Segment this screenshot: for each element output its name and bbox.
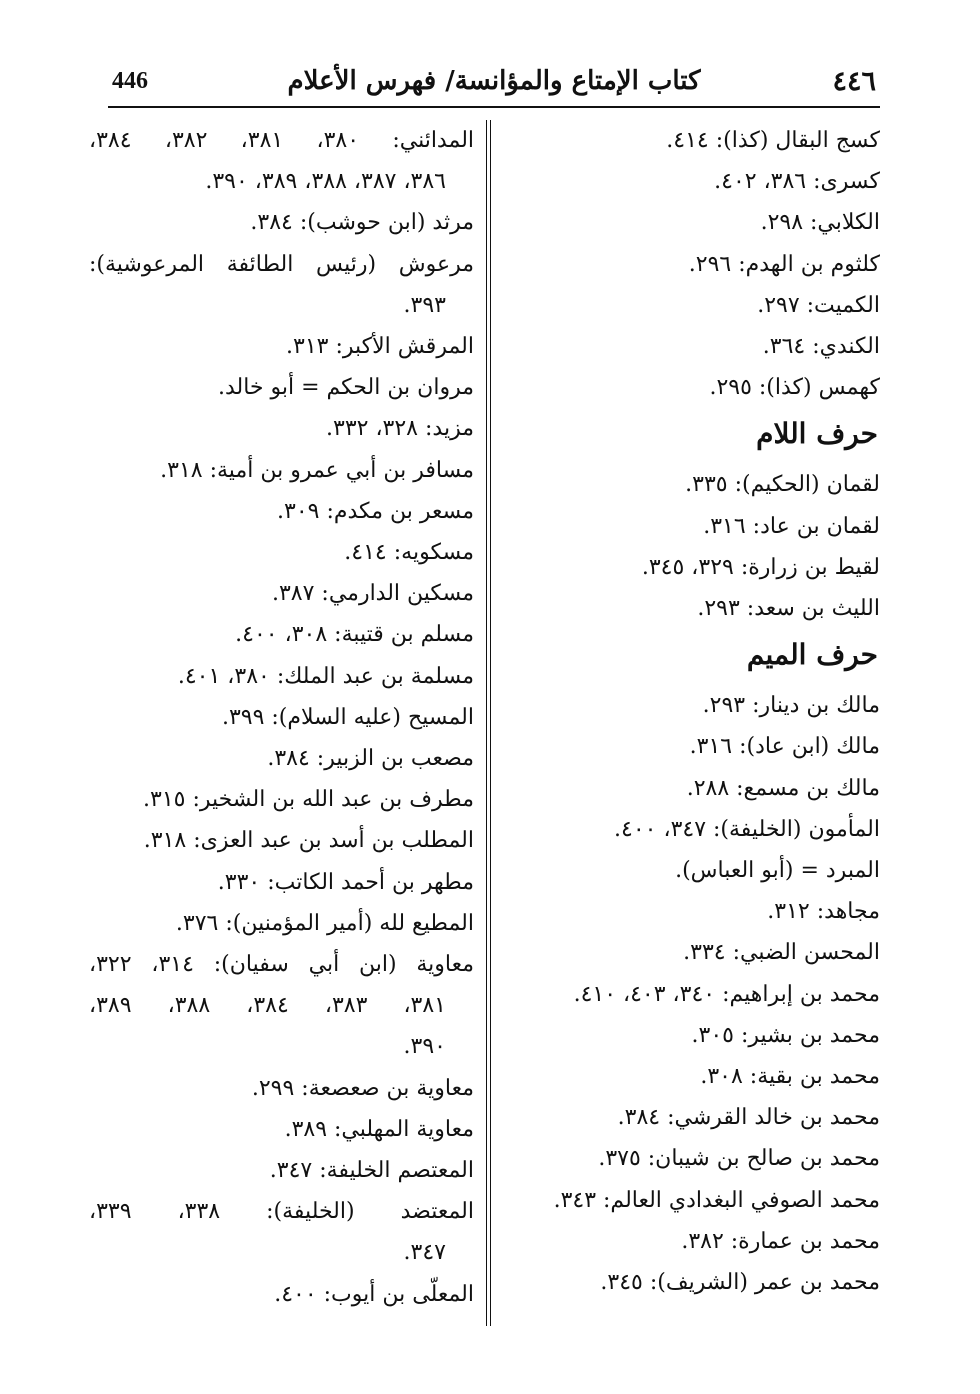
index-entry: محمد بن بشير: ٣٠٥. — [691, 1022, 880, 1048]
index-entry: لقمان (الحكيم): ٣٣٥. — [685, 472, 880, 498]
index-entry: مسكين الدارمي: ٣٨٧. — [271, 581, 474, 607]
header-rule — [108, 106, 880, 108]
index-column-left — [89, 120, 474, 1330]
index-entry: المطلب بن أسد بن عبد العزى: ٣١٨. — [143, 828, 474, 854]
index-entry: محمد بن عمارة: ٣٨٢. — [681, 1228, 880, 1254]
index-entry: المرقش الأكبر: ٣١٣. — [286, 334, 474, 360]
index-entry: المبرد = (أبو العباس). — [675, 858, 880, 884]
index-entry: مجاهد: ٣١٢. — [767, 899, 880, 925]
letter-section-heading: حرف الميم — [746, 638, 878, 672]
index-entry: مصعب بن الزبير: ٣٨٤. — [267, 746, 474, 772]
index-entry: كسج البقال (كذا): ٤١٤. — [666, 128, 880, 153]
index-entry: المعلّى بن أيوب: ٤٠٠. — [274, 1281, 474, 1307]
index-entry: مسكويه: ٤١٤. — [344, 540, 474, 566]
index-entry: لقيط بن زرارة: ٣٢٩، ٣٤٥. — [641, 554, 880, 580]
index-entry: معاوية المهلبي: ٣٨٩. — [284, 1116, 474, 1142]
index-entry: الكندي: ٣٦٤. — [762, 334, 880, 360]
index-entry: ٣٤٧. — [403, 1240, 446, 1266]
index-entry: مالك (ابن عاد): ٣١٦. — [689, 734, 880, 760]
index-entry: مسلمة بن عبد الملك: ٣٨٠، ٤٠١. — [177, 663, 474, 689]
index-entry: معاوية بن صعصعة: ٢٩٩. — [251, 1075, 474, 1101]
index-entry: ٣٨١، ٣٨٣، ٣٨٤، ٣٨٨، ٣٨٩، — [89, 993, 446, 1019]
index-entry: مرعوش (رئيس الطائفة المرعوشية): — [89, 251, 474, 277]
running-title: كتاب الإمتاع والمؤانسة/ فهرس الأعلام — [287, 66, 701, 96]
index-entry: المسيح (عليه السلام): ٣٩٩. — [221, 704, 474, 730]
index-entry: مطرف بن عبد الله بن الشخير: ٣١٥. — [143, 787, 474, 813]
index-entry: مطهر بن أحمد الكاتب: ٣٣٠. — [217, 869, 474, 895]
index-entry: محمد بن صالح بن شيبان: ٣٧٥. — [598, 1146, 880, 1172]
index-entry: مالك بن مسمع: ٢٨٨. — [686, 775, 880, 801]
page-number-latin: 446 — [112, 68, 148, 94]
index-entry: مسافر بن أبي عمرو بن أمية: ٣١٨. — [160, 457, 474, 483]
index-entry: مسلم بن قتيبة: ٣٠٨، ٤٠٠. — [235, 622, 474, 648]
index-entry: ٣٩٣. — [403, 292, 446, 318]
index-entry: المعتضد (الخليفة): ٣٣٨، ٣٣٩، — [89, 1199, 474, 1225]
running-header — [108, 62, 880, 106]
index-entry: محمد بن خالد القرشي: ٣٨٤. — [617, 1105, 880, 1131]
index-entry: كسرى: ٣٨٦، ٤٠٢. — [714, 169, 880, 195]
index-entry: الليث بن سعد: ٢٩٣. — [697, 596, 880, 622]
index-entry: ٣٩٠. — [403, 1034, 446, 1060]
index-entry: المأمون (الخليفة): ٣٤٧، ٤٠٠. — [614, 816, 880, 842]
column-divider — [486, 120, 491, 1326]
index-entry: معاوية (ابن أبي سفيان): ٣١٤، ٣٢٢، — [89, 952, 475, 978]
index-entry: مزيد: ٣٢٨، ٣٣٢. — [326, 416, 474, 442]
index-entry: محمد بن إبراهيم: ٣٤٠، ٤٠٣، ٤١٠. — [573, 981, 880, 1007]
letter-section-heading: حرف اللام — [756, 417, 878, 451]
index-entry: الكلابي: ٢٩٨. — [760, 210, 880, 236]
index-entry: لقمان بن عاد: ٣١٦. — [703, 513, 880, 539]
index-entry: المحسن الضبي: ٣٣٤. — [683, 940, 880, 966]
index-entry: مسعر بن مكدم: ٣٠٩. — [277, 498, 474, 524]
index-entry: كهمس (كذا): ٢٩٥. — [709, 375, 880, 401]
index-entry: محمد بن بقية: ٣٠٨. — [700, 1064, 880, 1090]
index-entry: الكميت: ٢٩٧. — [757, 292, 880, 318]
index-entry: كلثوم بن الهدم: ٢٩٦. — [688, 251, 880, 277]
index-entry: مالك بن دينار: ٢٩٣. — [702, 693, 880, 719]
index-entry: مروان بن الحكم = أبو خالد. — [217, 375, 474, 401]
index-entry: المدائني: ٣٨٠، ٣٨١، ٣٨٢، ٣٨٤، — [89, 128, 475, 153]
page-number-arabic: ٤٤٦ — [832, 66, 876, 97]
index-entry: المطيع لله (أمير المؤمنين): ٣٧٦. — [175, 910, 474, 936]
index-entry: محمد بن عمر (الشريف): ٣٤٥. — [600, 1270, 880, 1296]
index-entry: ٣٨٦، ٣٨٧، ٣٨٨، ٣٨٩، ٣٩٠. — [205, 169, 446, 195]
index-entry: المعتصم الخليفة: ٣٤٧. — [269, 1158, 474, 1184]
index-column-right — [500, 120, 880, 1330]
index-entry: محمد الصوفي البغدادي العالم: ٣٤٣. — [553, 1187, 880, 1213]
index-entry: مرثد (ابن حوشب): ٣٨٤. — [250, 210, 474, 236]
